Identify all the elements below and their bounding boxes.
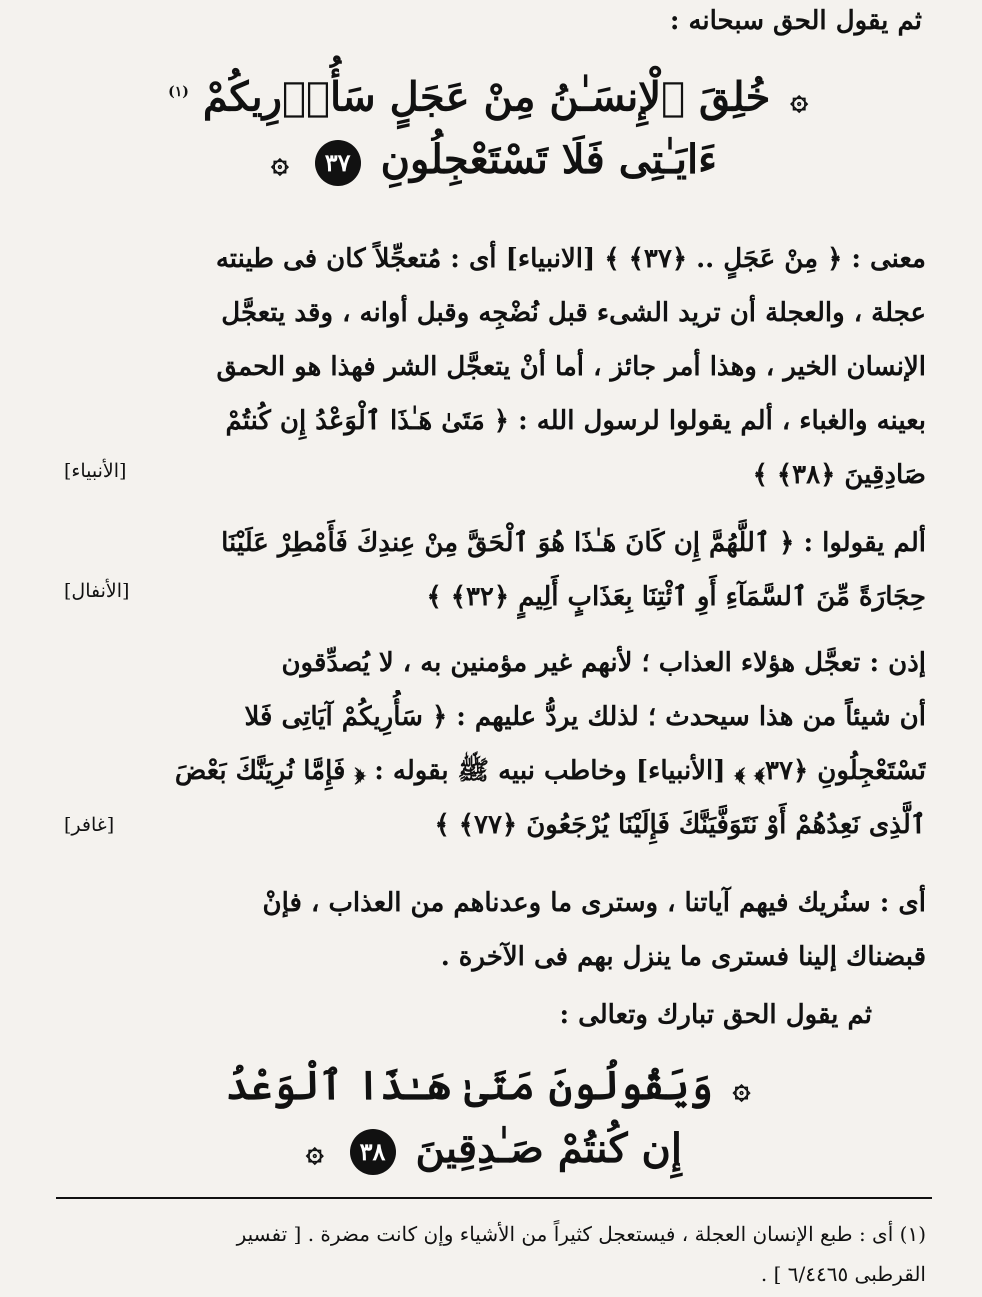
intro-text-1: ثم يقول الحق سبحانه :	[669, 6, 922, 36]
paragraph-line: إذن : تعجَّل هؤلاء العذاب ؛ لأنهم غير مؤمنين به ، لا يُصدِّقون	[281, 648, 926, 678]
paragraph-line: بعينه والغباء ، ألم يقولوا لرسول الله : ﴿ مَتَىٰ هَـٰذَا ٱلْوَعْدُ إِن كُنتُمْ	[225, 406, 926, 436]
paragraph-line: أن شيئاً من هذا سيحدث ؛ لذلك يردُّ عليهم : ﴿ سَأُرِيكُمْ آيَاتِى فَلا	[244, 702, 926, 732]
paragraph-4	[62, 876, 926, 984]
paragraph-1	[62, 232, 926, 502]
verse-37-line-1	[0, 62, 982, 130]
verse-38-text-2: إِن كُنتُمْ صَـٰدِقِينَ	[415, 1125, 682, 1172]
intro-text-2: ثم يقول الحق تبارك وتعالى :	[559, 1000, 872, 1030]
paragraph-line: أى : سنُريك فيهم آياتنا ، وسترى ما وعدناهم من العذاب ، فإنْ	[262, 888, 926, 918]
ornament-icon: ۞	[271, 145, 289, 181]
paragraph-3	[62, 636, 926, 852]
sura-reference: [غافر]	[64, 814, 115, 836]
paragraph-line: عجلة ، والعجلة أن تريد الشىء قبل نُضْجِه وقبل أوانه ، وقد يتعجَّل	[221, 298, 926, 328]
ornament-icon: ۞	[732, 1071, 751, 1106]
paragraph-line: قبضناك إلينا فسترى ما ينزل بهم فى الآخرة .	[440, 942, 926, 972]
footnote-marker: (١)	[168, 84, 189, 100]
footnote-line: (١) أى : طبع الإنسان العجلة ، فيستعجل كثيراً من الأشياء وإن كانت مضرة . [ تفسير	[236, 1222, 926, 1246]
ornament-icon: ۞	[306, 1134, 324, 1169]
paragraph-line: ٱلَّذِى نَعِدُهُمْ أَوْ نَتَوَفَّيَنَّكَ فَإِلَيْنَا يُرْجَعُونَ ﴿٧٧﴾ ﴾	[434, 810, 926, 840]
verse-38-line-1	[0, 1056, 982, 1119]
paragraph-line: معنى : ﴿ مِنْ عَجَلٍ .. ﴿٣٧﴾ ﴾ [الانبياء] أى : مُتعجِّلاً كان فى طينته	[215, 244, 926, 274]
paragraph-line: صَادِقِينَ ﴿٣٨﴾ ﴾	[752, 460, 926, 490]
verse-37-block	[0, 62, 982, 193]
verse-38-text-1: وَيَقُولُونَ مَتَىٰ هَـٰذَا ٱلْوَعْدُ	[225, 1062, 713, 1109]
paragraph-line: ألم يقولوا : ﴿ ٱللَّهُمَّ إِن كَانَ هَـٰذَا هُوَ ٱلْحَقَّ مِنْ عِندِكَ فَأَمْطِرْ عَلَيْنَا	[221, 528, 926, 558]
sura-reference: [الأنبياء]	[64, 460, 127, 482]
verse-37-text-1: خُلِقَ ٱلْإِنسَـٰنُ مِنْ عَجَلٍ سَأُو۟رِيكُمْ	[202, 73, 771, 121]
verse-38-line-2	[0, 1119, 982, 1182]
paragraph-line: الإنسان الخير ، وهذا أمر جائز ، أما أنْ يتعجَّل الشر فهذا هو الحمق	[216, 352, 926, 382]
paragraph-2	[62, 516, 926, 624]
footnote-line: القرطبى ٦/٤٤٦٥ ] .	[760, 1262, 926, 1286]
paragraph-line: تَسْتَعْجِلُونِ ﴿٣٧﴾ ﴾ [الأنبياء] وخاطب نبيه ﷺ بقوله : ﴿ فَإِمَّا نُرِيَنَّكَ بَعْضَ	[174, 756, 926, 786]
sura-reference: [الأنفال]	[64, 580, 130, 602]
ayah-number-badge: ٣٨	[350, 1129, 396, 1175]
ayah-number-badge: ٣٧	[315, 140, 361, 186]
paragraph-line: حِجَارَةً مِّنَ ٱلسَّمَآءِ أَوِ ٱئْتِنَا بِعَذَابٍ أَلِيمٍ ﴿٣٢﴾ ﴾	[426, 582, 926, 612]
footnote	[62, 1214, 926, 1294]
footnote-divider	[56, 1197, 932, 1199]
verse-37-line-2	[0, 130, 982, 193]
verse-37-text-2: ءَايَـٰتِى فَلَا تَسْتَعْجِلُونِ	[380, 136, 717, 184]
ornament-icon: ۞	[790, 82, 808, 118]
verse-38-block	[0, 1056, 982, 1182]
